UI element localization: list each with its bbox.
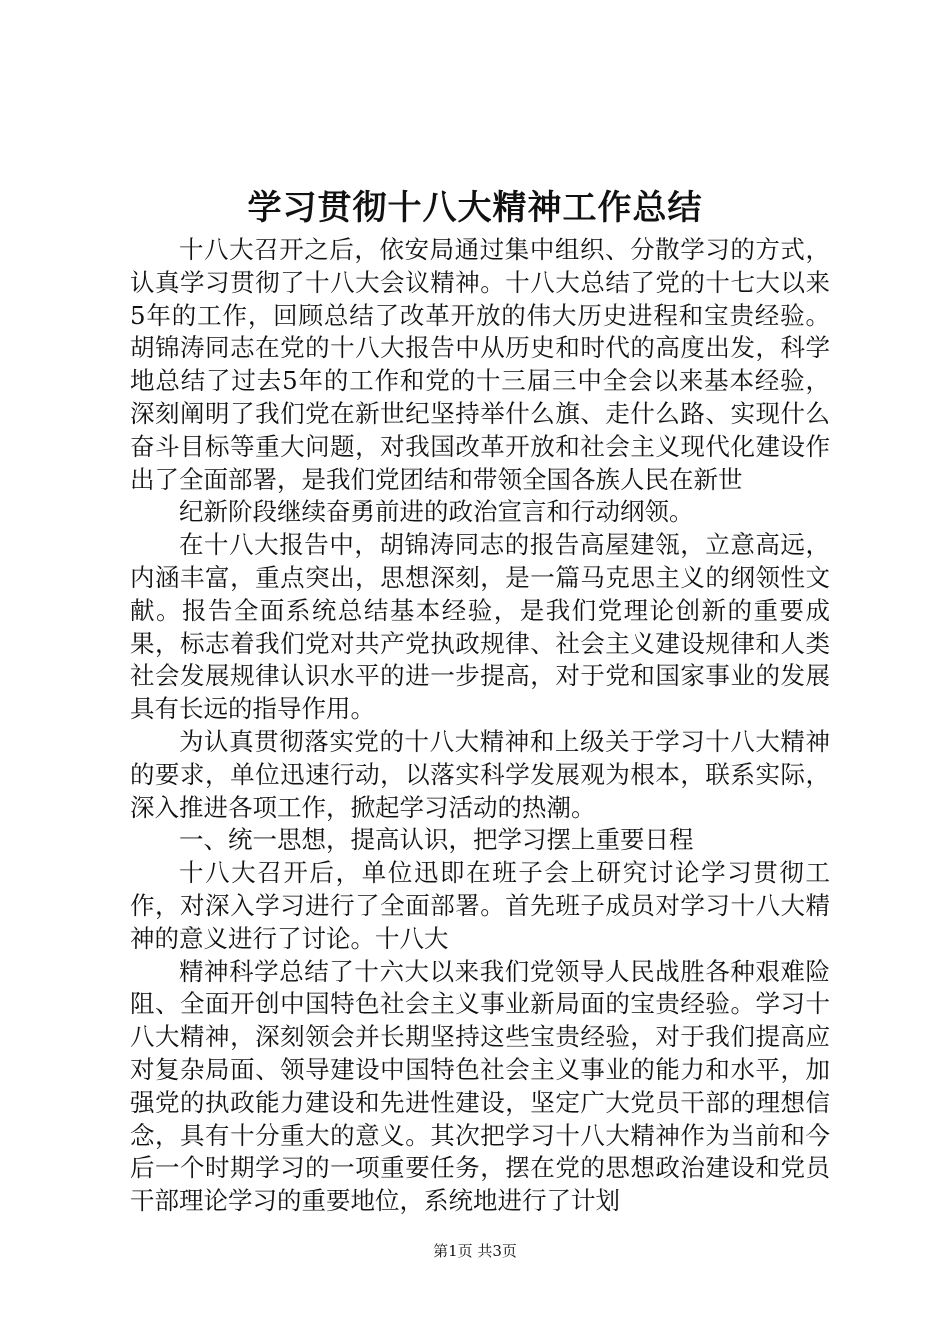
paragraph: 为认真贯彻落实党的十八大精神和上级关于学习十八大精神的要求，单位迅速行动，以落实科学发展观为根本，联系实际，深入推进各项工作，掀起学习活动的热潮。 [130, 726, 830, 822]
paragraph: 纪新阶段继续奋勇前进的政治宣言和行动纲领。 [179, 497, 694, 527]
paragraph: 十八大召开之后，依安局通过集中组织、分散学习的方式，认真学习贯彻了十八大会议精神。十八大总结了党的十七大以来5年的工作，回顾总结了改革开放的伟大历史进程和宝贵经验。胡锦涛同志在党的十八大报告中从历史和时代的高度出发，科学地总结了过去5年的工作和党的十三届三中全会以来基本经验，深刻阐明了我们党在新世纪坚持举什么旗、走什么路、实现什么奋斗目标等重大问题，对我国改革开放和社会主义现代化建设作出了全面部署，是我们党团结和带领全国各族人民在新世 [130, 235, 830, 494]
paragraph: 在十八大报告中，胡锦涛同志的报告高屋建瓴，立意高远，内涵丰富，重点突出，思想深刻，是一篇马克思主义的纲领性文献。报告全面系统总结基本经验，是我们党理论创新的重要成果，标志着我们党对共产党执政规律、社会主义建设规律和人类社会发展规律认识水平的进一步提高，对于党和国家事业的发展具有长远的指导作用。 [130, 530, 830, 724]
document-body [130, 234, 830, 1218]
section-heading: 一、统一思想，提高认识，把学习摆上重要日程 [179, 825, 694, 855]
document-title: 学习贯彻十八大精神工作总结 [247, 188, 703, 228]
page-footer: 第1页 共3页 [433, 1242, 517, 1260]
paragraph: 十八大召开后，单位迅即在班子会上研究讨论学习贯彻工作，对深入学习进行了全面部署。首先班子成员对学习十八大精神的意义进行了讨论。十八大 [130, 858, 830, 953]
paragraph: 精神科学总结了十六大以来我们党领导人民战胜各种艰难险阻、全面开创中国特色社会主义事业新局面的宝贵经验。学习十八大精神，深刻领会并长期坚持这些宝贵经验，对于我们提高应对复杂局面、领导建设中国特色社会主义事业的能力和水平，加强党的执政能力建设和先进性建设，坚定广大党员干部的理想信念，具有十分重大的意义。其次把学习十八大精神作为当前和今后一个时期学习的一项重要任务，摆在党的思想政治建设和党员干部理论学习的重要地位，系统地进行了计划 [130, 956, 830, 1216]
